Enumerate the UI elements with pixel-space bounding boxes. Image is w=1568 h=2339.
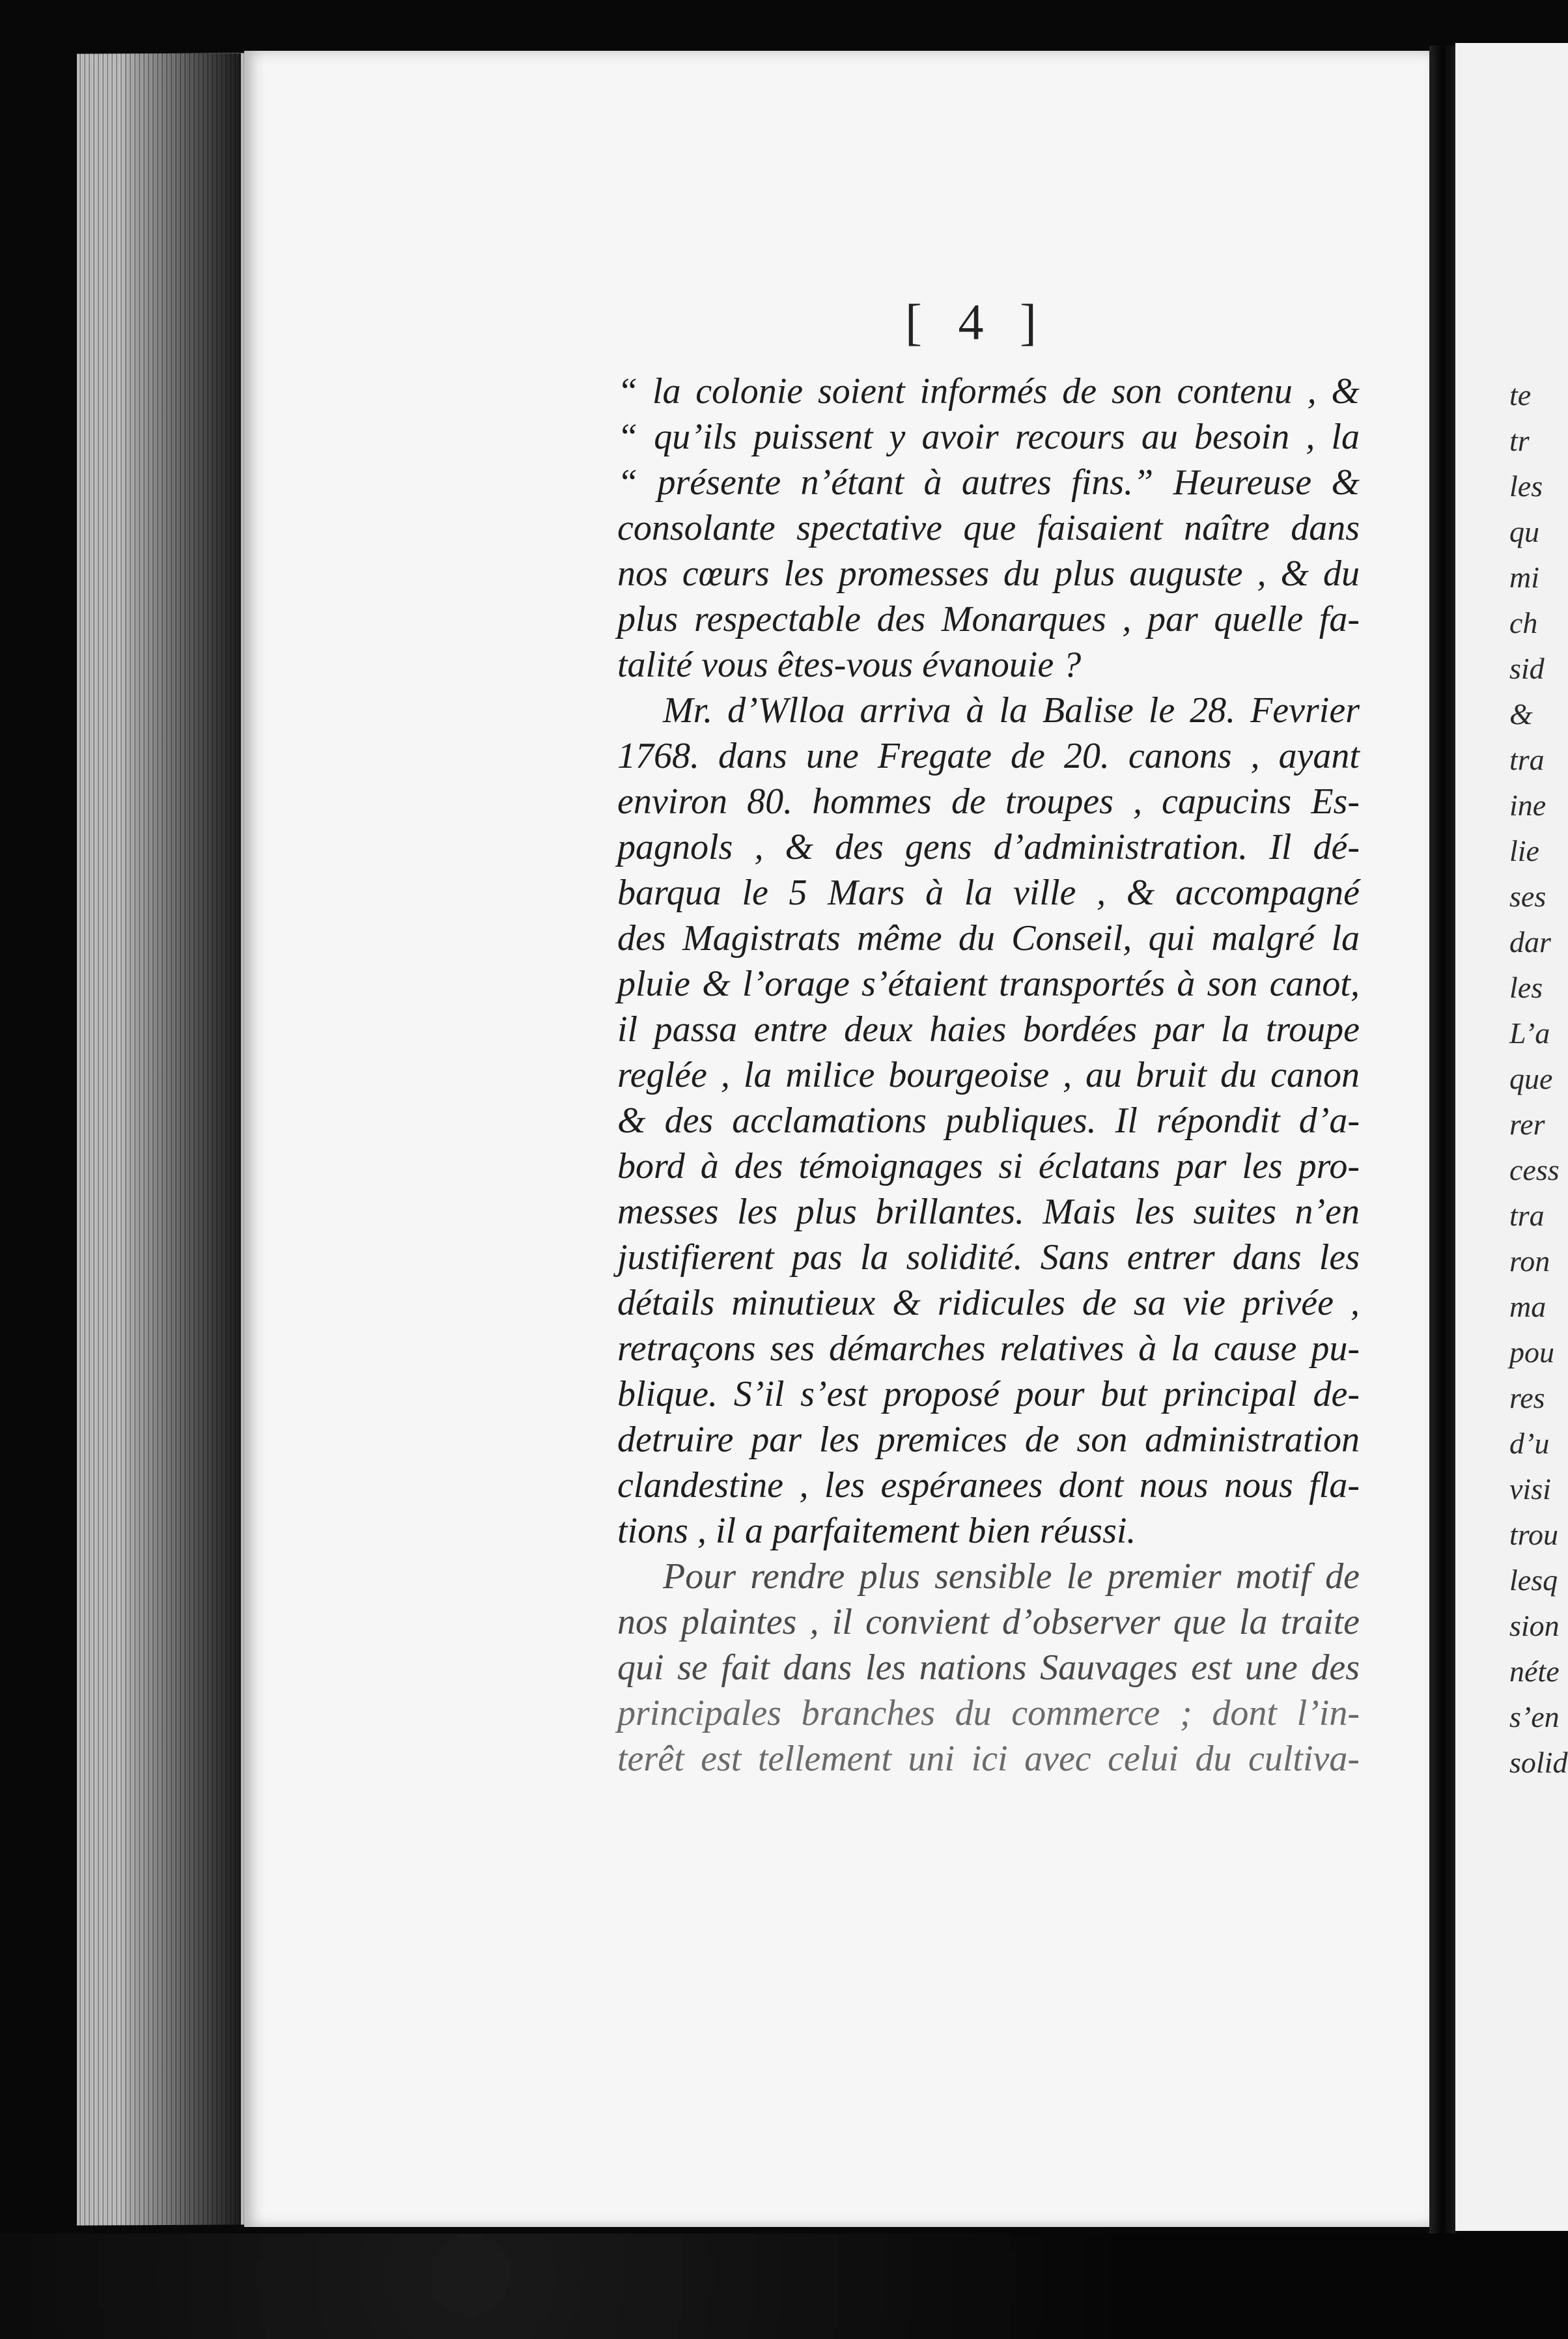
facing-text-fragment: lesq [1509, 1563, 1558, 1597]
facing-text-fragment: visi [1509, 1472, 1551, 1506]
text-line: terêt est tellement uni ici avec celui du cultiva- [617, 1739, 1360, 1779]
facing-text-fragment: cess [1509, 1153, 1560, 1186]
facing-text-fragment: rer [1509, 1108, 1545, 1141]
facing-text-fragment: pou [1509, 1336, 1554, 1369]
facing-text-fragment: les [1509, 469, 1543, 503]
facing-text-fragment: lie [1509, 834, 1539, 867]
facing-text-fragment: mi [1509, 561, 1539, 594]
facing-text-fragment: trou [1509, 1518, 1558, 1551]
facing-text-fragment: ma [1509, 1290, 1547, 1323]
text-line: & des acclamations publiques. Il répondit d’a- [617, 1100, 1360, 1141]
facing-text-fragment: qu [1509, 515, 1539, 548]
text-line: barqua le 5 Mars à la ville , & accompagné [617, 873, 1360, 913]
facing-text-fragment: ses [1509, 880, 1547, 913]
text-line: bord à des témoignages si éclatans par les pro- [617, 1146, 1360, 1186]
text-line: consolante spectative que faisaient naître dans [617, 508, 1360, 548]
facing-text-fragment: néte [1509, 1655, 1560, 1688]
text-line: talité vous êtes-vous évanouie ? [617, 645, 1082, 685]
text-line: clandestine , les espéranees dont nous nous fla- [617, 1465, 1360, 1506]
page-edge-shadow [124, 53, 241, 2225]
facing-text-fragment: ine [1509, 789, 1547, 822]
text-line: nos cœurs les promesses du plus auguste , & du [617, 553, 1360, 594]
facing-text-fragment: tra [1509, 743, 1545, 776]
text-line: justifierent pas la solidité. Sans entrer dans les [617, 1237, 1360, 1278]
text-line: reglée , la milice bourgeoise , au bruit du canon [617, 1055, 1360, 1095]
facing-text-fragment: sion [1509, 1609, 1560, 1642]
facing-text-fragment: tra [1509, 1199, 1545, 1232]
text-line: “ présente n’étant à autres fins.” Heureuse & [617, 462, 1360, 503]
book-gutter [1429, 46, 1455, 2234]
facing-text-fragment: & [1509, 697, 1533, 731]
text-line: 1768. dans une Fregate de 20. canons , ayant [617, 736, 1360, 776]
facing-text-fragment: les [1509, 971, 1543, 1004]
text-line: blique. S’il s’est proposé pour but principal de- [617, 1374, 1360, 1414]
text-line: des Magistrats même du Conseil, qui malgré la [617, 918, 1360, 959]
text-line: retraçons ses démarches relatives à la cause pu- [617, 1328, 1360, 1369]
text-line: pagnols , & des gens d’administration. Il dé- [617, 827, 1360, 867]
facing-text-fragment: res [1509, 1381, 1545, 1414]
page-text [617, 369, 1360, 1782]
facing-text-fragment: solid [1509, 1746, 1568, 1779]
facing-text-fragment: d’u [1509, 1427, 1550, 1460]
text-line: environ 80. hommes de troupes , capucins Es- [617, 781, 1360, 822]
text-line: principales branches du commerce ; dont l’in- [617, 1693, 1360, 1733]
text-line: tions , il a parfaitement bien réussi. [617, 1511, 1136, 1551]
facing-text-fragment: dar [1509, 925, 1551, 959]
facing-text-fragment: tr [1509, 424, 1530, 457]
scan-bottom-background [0, 2234, 1568, 2339]
facing-text-fragment: L’a [1509, 1016, 1550, 1050]
facing-text-fragment: ch [1509, 606, 1538, 639]
text-line: détails minutieux & ridicules de sa vie privée , [617, 1283, 1360, 1323]
text-line: “ qu’ils puissent y avoir recours au besoin , la [617, 417, 1360, 457]
facing-text-fragment: s’en [1509, 1700, 1560, 1733]
text-line: messes les plus brillantes. Mais les suites n’en [617, 1192, 1360, 1232]
text-line: “ la colonie soient informés de son contenu , & [617, 371, 1360, 412]
text-line: il passa entre deux haies bordées par la troupe [617, 1009, 1360, 1050]
page-number: [ 4 ] [905, 294, 1048, 350]
facing-text-fragment: que [1509, 1062, 1553, 1095]
facing-text-fragment: ron [1509, 1244, 1550, 1278]
text-line: pluie & l’orage s’étaient transportés à son canot, [617, 964, 1360, 1004]
facing-text-fragment: te [1509, 378, 1532, 412]
text-line: nos plaintes , il convient d’observer que la traite [617, 1602, 1360, 1642]
facing-text-fragment: sid [1509, 652, 1545, 685]
text-line: Mr. d’Wlloa arriva à la Balise le 28. Fevrier [663, 690, 1360, 731]
text-line: detruire par les premices de son administration [617, 1420, 1360, 1460]
text-line: plus respectable des Monarques , par quelle fa- [617, 599, 1360, 639]
text-line: qui se fait dans les nations Sauvages est une des [617, 1647, 1360, 1688]
text-line: Pour rendre plus sensible le premier motif de [663, 1556, 1360, 1597]
